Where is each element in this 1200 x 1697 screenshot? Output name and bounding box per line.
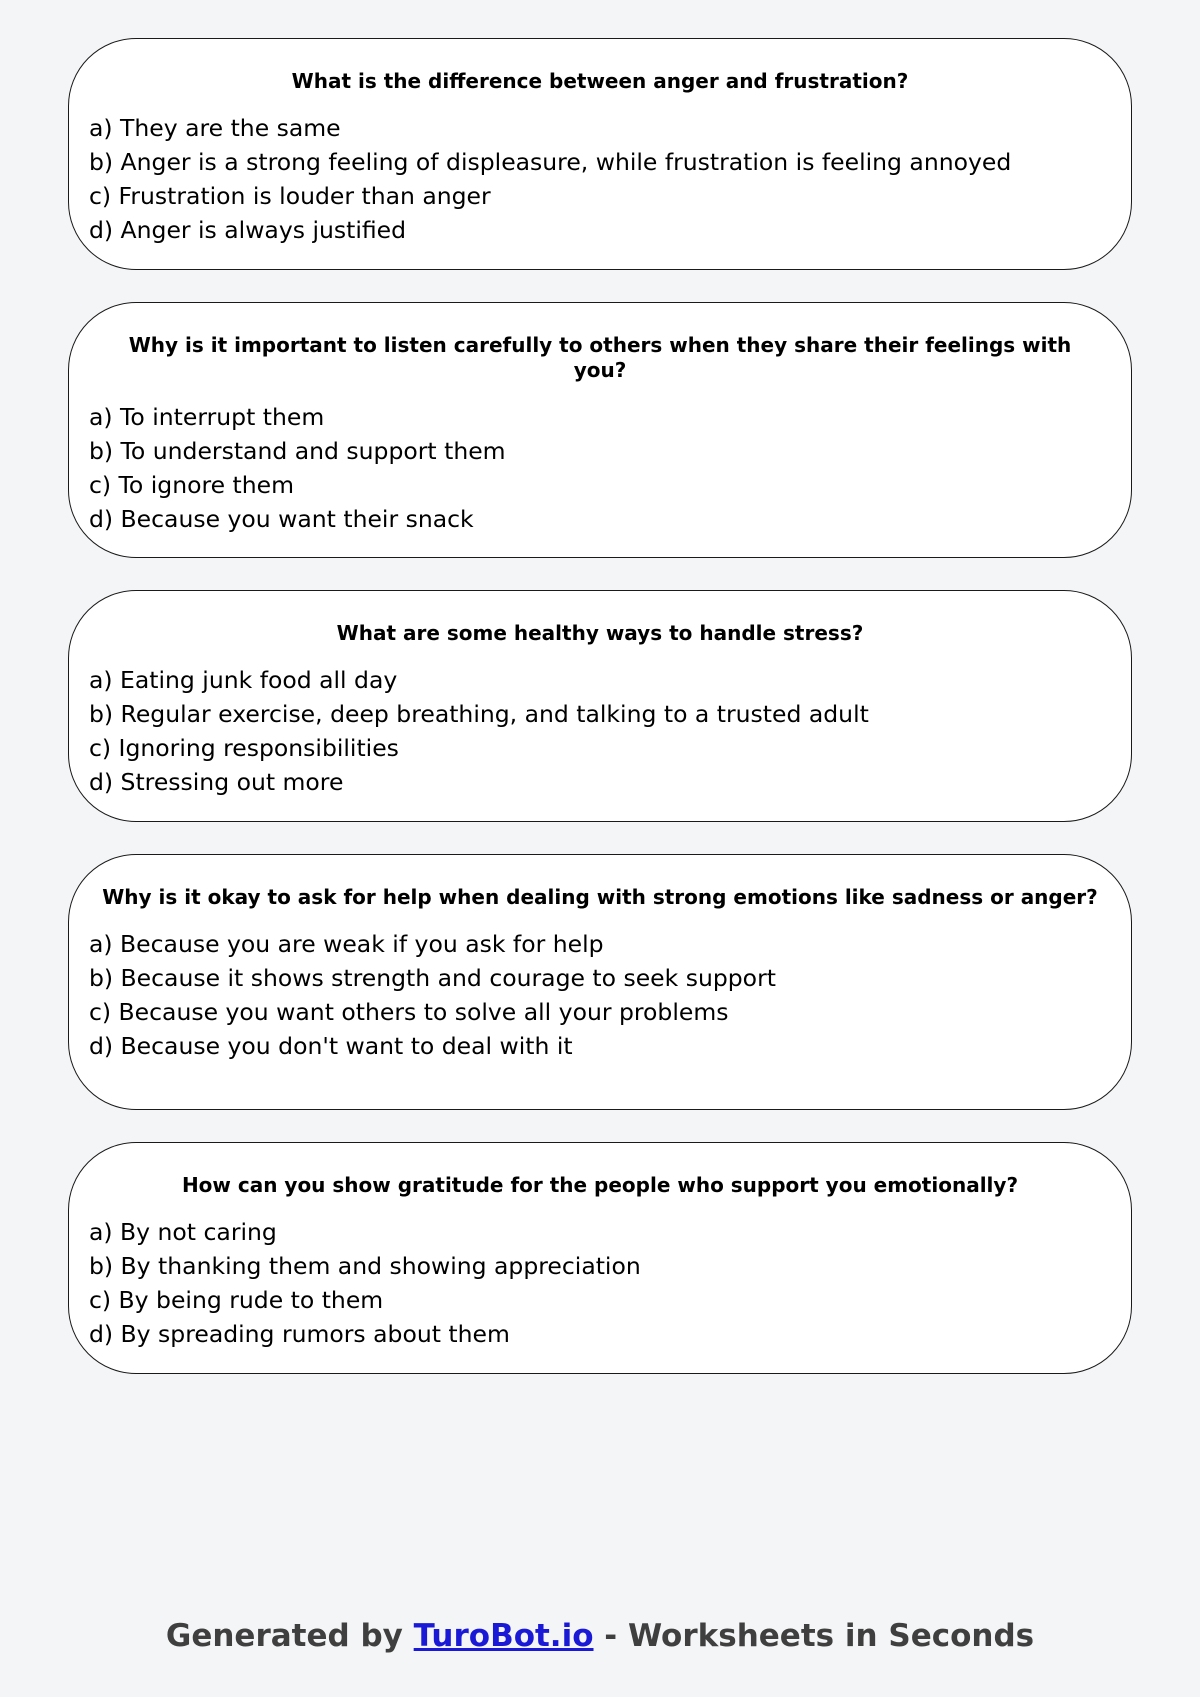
question-card (68, 302, 1132, 558)
option-list (89, 663, 1111, 799)
footer-prefix: Generated by (165, 1618, 414, 1654)
option-item: c) Because you want others to solve all your problems (89, 998, 729, 1026)
option-item: b) Anger is a strong feeling of displeasure, while frustration is feeling annoyed (89, 148, 1012, 176)
option-item: c) To ignore them (89, 471, 295, 499)
option-item: d) Anger is always justified (89, 216, 407, 244)
option-item: a) Eating junk food all day (89, 666, 398, 694)
question-text: Why is it important to listen carefully to others when they share their feelings with you? (128, 333, 1072, 382)
question-card (68, 38, 1132, 270)
question-text: What are some healthy ways to handle stress? (336, 621, 864, 645)
question-text: What is the difference between anger and frustration? (291, 69, 909, 93)
option-list (89, 111, 1111, 247)
question-card (68, 854, 1132, 1110)
question-text: Why is it okay to ask for help when dealing with strong emotions like sadness or anger? (102, 885, 1098, 909)
option-item: d) Because you don't want to deal with it (89, 1032, 573, 1060)
option-item: b) To understand and support them (89, 437, 506, 465)
option-item: a) To interrupt them (89, 403, 325, 431)
option-item: a) They are the same (89, 114, 341, 142)
question-list (68, 38, 1132, 1406)
turobot-link[interactable]: TuroBot.io (413, 1618, 594, 1654)
option-item: a) Because you are weak if you ask for help (89, 930, 604, 958)
option-item: c) Frustration is louder than anger (89, 182, 491, 210)
option-item: a) By not caring (89, 1218, 277, 1246)
option-item: b) By thanking them and showing appreciation (89, 1252, 641, 1280)
option-list (89, 1215, 1111, 1351)
question-text: How can you show gratitude for the people who support you emotionally? (181, 1173, 1019, 1197)
option-item: d) Because you want their snack (89, 505, 474, 533)
footer-credit (0, 1618, 1200, 1654)
option-item: d) By spreading rumors about them (89, 1320, 510, 1348)
option-list (89, 927, 1111, 1063)
option-item: b) Because it shows strength and courage to seek support (89, 964, 776, 992)
question-card (68, 1142, 1132, 1374)
option-item: c) Ignoring responsibilities (89, 734, 399, 762)
question-card (68, 590, 1132, 822)
option-item: c) By being rude to them (89, 1286, 384, 1314)
footer-suffix: - Worksheets in Seconds (593, 1618, 1035, 1654)
option-item: d) Stressing out more (89, 768, 344, 796)
option-list (89, 400, 1111, 536)
option-item: b) Regular exercise, deep breathing, and talking to a trusted adult (89, 700, 869, 728)
